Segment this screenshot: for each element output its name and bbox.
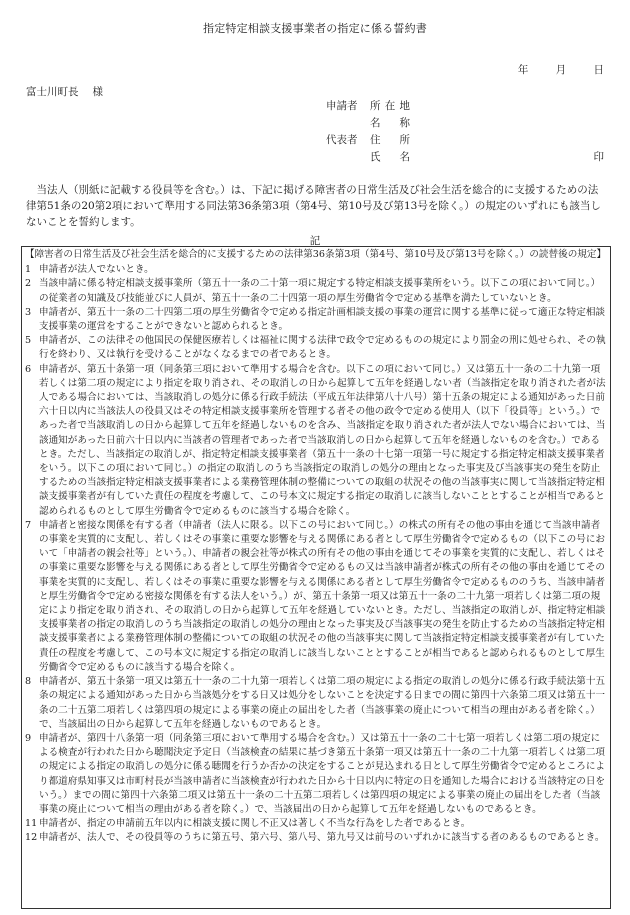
date-month: 月 [555,64,567,76]
provisions-list [25,263,607,845]
provision-text: 申請者と密接な関係を有する者（申請者（法人に限る。以下この号において同じ。）の株式の所有その他の事由を通じて当該申請者の事業を実質的に支配し、若しくはその事業に重要な影響を与える関係にある者として厚生労働省令で定めるもの（以下この号において「申請者の親会社等」という。）、申請者の親会社等が株式の所有その他の事由を通じてその事業を実質的に支配し、若しくはその事業に重要な影響を与える関係にある者として厚生労働省令で定めるもの又は当該申請者が株式の所有その他の事由を通じてその事業を実質的に支配し、若しくはその事業に重要な影響を与える関係にある者として厚生労働省令で定めるもののうち、当該申請者と厚生労働省令で定める密接な関係を有する法人をいう。）が、第五十条第一項又は第五十一条の二十九第一項若しくは第二項の規定により指定を取り消され、その取消しの日から起算して五年を経過していないとき。ただし、当該指定の取消しが、指定特定相談支援事業者の指定の取消しのうち当該指定の取消しの処分の理由となった事実及び当該事実の発生を防止するための当該指定特定相談支援事業者による業務管理体制の整備についての取組の状況その他の当該事実に関して当該指定特定相談支援事業者が有していた責任の程度を考慮して、この号本文に規定する指定の取消しに該当しないこととすることが相当であると認められるものとして厚生労働省令で定めるものに該当する場合を除く。 [39,519,606,673]
date-line [494,62,604,77]
provision-number: 9 [25,732,32,744]
provision-number: 6 [25,363,32,375]
provision-text: 申請者が、第五十条第一項又は第五十一条の二十九第一項若しくは第二項の規定による指定の取消しの処分に係る行政手続法第十五条の規定による通知があった日から当該処分をする日又は処分をしないことを決定する日までの間に第四十六条第二項又は第五十一条の二十五第二項若しくは第四項の規定による事業の廃止の届出をした者（当該事業の廃止について相当の理由がある者を除く。）で、当該届出の日から起算して五年を経過しないものであるとき。 [39,676,606,730]
provision-item [25,334,607,362]
date-year: 年 [517,64,529,76]
representative-label: 代表者 [326,134,358,146]
representative-name-row [326,149,604,166]
provision-number: 11 [25,818,38,830]
provision-text: 申請者が、第五十条第一項（同条第三項において準用する場合を含む。以下この項において同じ。）又は第五十一条の二十九第一項若しくは第二項の規定により指定を取り消され、その取消しの日から起算して五年を経過しない者（当該指定を取り消された者が法人である場合においては、当該取消しの処分に係る行政手続法（平成五年法律第八十八号）第十五条の規定による通知があった日前六十日以内に当該法人の役員又はその特定相談支援事業所を管理する者その他の政令で定める使用人（以下「役員等」という。）であった者で当該取消しの日から起算して五年を経過しないものを含み、当該指定を取り消された者が法人でない場合においては、当該通知があった日前六十日以内に当該者の管理者であった者で当該取消しの日から起算して五年を経過しないものを含む。）であるとき。ただし、当該指定の取消しが、指定特定相談支援事業者（第五十一条の十七第一項第一号に規定する指定特定相談支援事業者をいう。以下この項において同じ。）の指定の取消しのうち当該指定の取消しの処分の理由となった事実及び当該事実の発生を防止するための当該指定特定相談支援事業者による業務管理体制の整備についての取組の状況その他の当該事実に関して当該指定特定相談支援事業者が有していた責任の程度を考慮して、この号本文に規定する指定の取消しに該当しないこととすることが相当であると認められるものとして厚生労働省令で定めるものに該当する場合を除く。 [39,363,606,517]
provision-item [25,519,607,675]
representative-residence-row [326,132,604,149]
provision-number: 2 [25,278,32,290]
provision-number: 5 [25,335,32,347]
provision-number: 1 [25,264,32,276]
document-title: 指定特定相談支援事業者の指定に係る誓約書 [203,22,427,35]
provision-item [25,831,607,845]
residence-label: 住 所 [370,134,410,146]
provision-item [25,817,607,831]
name-label: 名 称 [370,117,410,129]
date-day: 日 [593,64,604,76]
ki-heading: 記 [309,235,321,247]
addressee [26,84,103,99]
seal-mark: 印 [593,151,604,163]
address-label: 所在地 [370,100,410,112]
provision-item [25,277,607,305]
provision-text: 申請者が法人でないとき。 [39,264,154,276]
person-name-label: 氏 名 [370,151,410,163]
provision-text: 申請者が、この法律その他国民の保健医療若しくは福祉に関する法律で政令で定めるものの規定により罰金の刑に処せられ、その執行を終わり、又は執行を受けることがなくなるまでの者であるとき。 [39,335,606,361]
provision-item [25,306,607,334]
provision-text: 申請者が、指定の申請前五年以内に相談支援に関し不正又は著しく不当な行為をした者であるとき。 [39,818,471,830]
provision-text: 申請者が、第四十八条第一項（同条第三項において準用する場合を含む。）又は第五十一条の二十七第一項若しくは第二項の規定による検査が行われた日から聴聞決定予定日（当該検査の結果に基づき第五十条第一項又は第五十一条の二十九第一項若しくは第二項の規定による指定の取消しの処分に係る聴聞を行うか否かの決定をすることが見込まれる日として厚生労働省令で定めるところにより都道府県知事又は市町村長が当該申請者に当該検査が行われた日から十日以内に特定の日を通知した場合における当該特定の日をいう。）までの間に第四十六条第二項又は第五十一条の二十五第二項若しくは第四項の規定による事業の廃止の届出をした者（当該事業の廃止について相当の理由がある者を除く。）で、当該届出の日から起算して五年を経過しないものであるとき。 [39,732,606,815]
addressee-name: 富士川町長 [26,86,79,98]
provision-text: 申請者が、第五十一条の二十四第二項の厚生労働省令で定める指定計画相談支援の事業の運営に関する基準に従って適正な特定相談支援事業の運営をすることができないと認められるとき。 [39,306,606,333]
provision-item [25,363,607,519]
addressee-honorific: 様 [92,86,103,98]
applicant-label: 申請者 [326,100,358,112]
provision-number: 8 [25,676,32,688]
provision-number: 12 [25,832,38,844]
provision-item [25,732,607,817]
provision-number: 3 [25,306,32,318]
applicant-name-row [326,115,604,132]
provision-item [25,675,607,732]
provision-item [25,263,607,277]
applicant-address-row [326,98,604,115]
applicant-block [326,98,604,166]
provisions-header: 【障害者の日常生活及び社会生活を総合的に支援するための法律第36条第3項（第4号、第10号及び第13号を除く。）の読替後の規定】 [25,249,607,260]
provision-text: 申請者が、法人で、その役員等のうちに第五号、第六号、第八号、第九号又は前号のいずれかに該当する者のあるものであるとき。 [39,832,605,844]
provisions-box [21,246,611,909]
provision-text: 当該申請に係る特定相談支援事業所（第五十一条の二十第一項に規定する特定相談支援事業所をいう。以下この項において同じ。）の従業者の知識及び技能並びに人員が、第五十一条の二十四第一項の厚生労働省令で定める基準を満たしていないとき。 [39,278,601,304]
pledge-paragraph: 当法人（別紙に記載する役員等を含む。）は、下記に掲げる障害者の日常生活及び社会生活を総合的に支援するための法律第51条の20第2項において準用する同法第36条第3項（第4号、第10号及び第13号を除く。）の規定のいずれにも該当しないことを誓約します。 [26,184,601,228]
provision-number: 7 [25,519,32,531]
